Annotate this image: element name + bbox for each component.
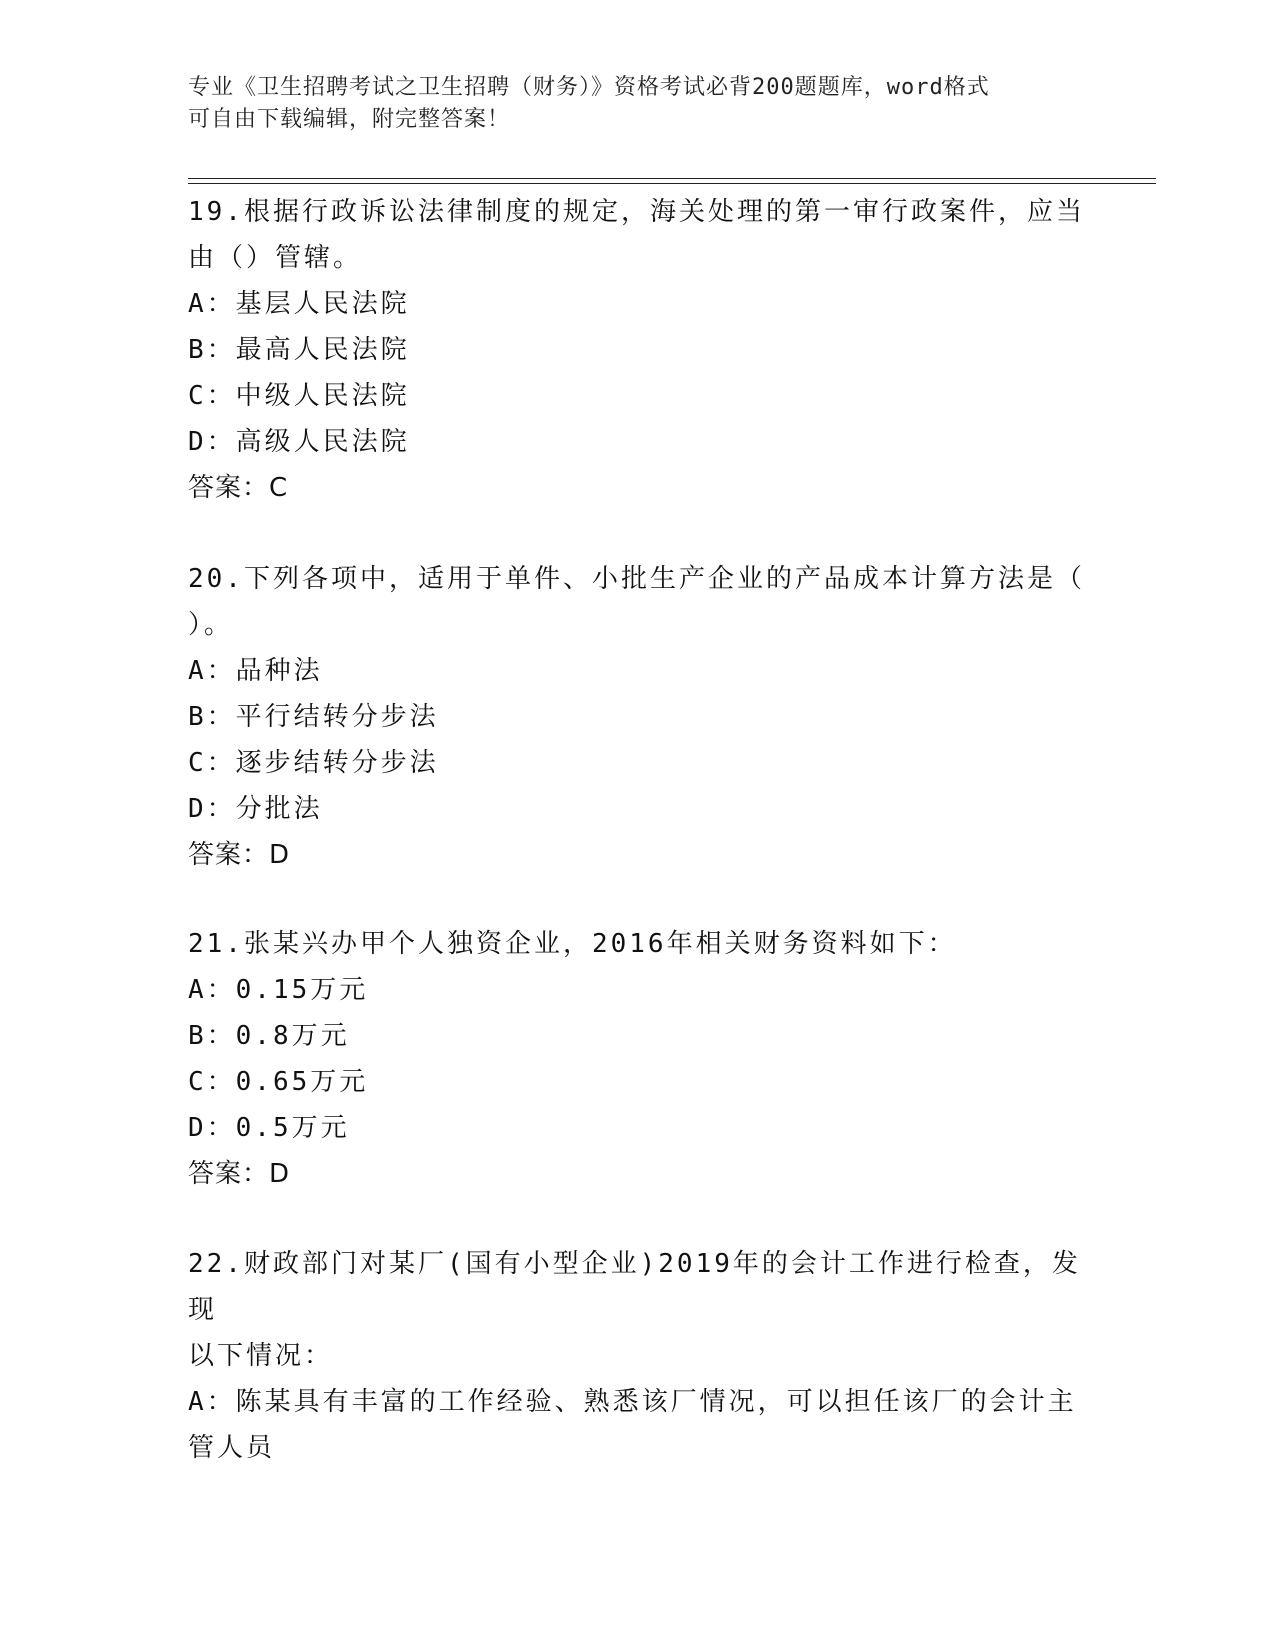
option-c: C：中级人民法院 — [188, 381, 410, 411]
option-b: B：0.8万元 — [188, 1021, 350, 1051]
option-d: D：分批法 — [188, 794, 323, 824]
option-d: D：0.5万元 — [188, 1113, 350, 1143]
question-21 — [188, 921, 1088, 1197]
answer-line: 答案：D — [188, 840, 291, 870]
option-b: B：最高人民法院 — [188, 335, 410, 365]
answer-line: 答案：C — [188, 473, 289, 503]
document-header — [188, 72, 1088, 136]
question-19 — [188, 189, 1088, 511]
option-a: A：0.15万元 — [188, 975, 369, 1005]
option-c: C：逐步结转分步法 — [188, 748, 439, 778]
question-stem: 19.根据行政诉讼法律制度的规定，海关处理的第一审行政案件，应当 — [188, 197, 1085, 227]
question-stem-continued: 以下情况： — [188, 1341, 334, 1371]
header-divider-bottom — [188, 183, 1156, 184]
question-stem: 21.张某兴办甲个人独资企业，2016年相关财务资料如下： — [188, 929, 957, 959]
header-divider-top — [188, 178, 1156, 179]
option-a: A：陈某具有丰富的工作经验、熟悉该厂情况，可以担任该厂的会计主 — [188, 1387, 1077, 1417]
answer-line: 答案：D — [188, 1159, 291, 1189]
option-a: A：基层人民法院 — [188, 289, 410, 319]
option-b: B：平行结转分步法 — [188, 702, 439, 732]
header-line-2: 可自由下载编辑，附完整答案！ — [188, 107, 511, 132]
option-d: D：高级人民法院 — [188, 427, 410, 457]
option-c: C：0.65万元 — [188, 1067, 369, 1097]
question-stem-continued: ）。 — [188, 610, 234, 640]
option-a: A：品种法 — [188, 656, 323, 686]
question-20 — [188, 556, 1088, 878]
question-stem: 20.下列各项中，适用于单件、小批生产企业的产品成本计算方法是（ — [188, 564, 1085, 594]
question-stem: 22.财政部门对某厂(国有小型企业)2019年的会计工作进行检查，发现 — [188, 1249, 1081, 1325]
question-stem-continued: 由（）管辖。 — [188, 243, 363, 273]
header-line-1: 专业《卫生招聘考试之卫生招聘（财务）》资格考试必背200题题库，word格式 — [188, 75, 990, 100]
option-a-continued: 管人员 — [188, 1433, 276, 1463]
question-22 — [188, 1241, 1088, 1471]
